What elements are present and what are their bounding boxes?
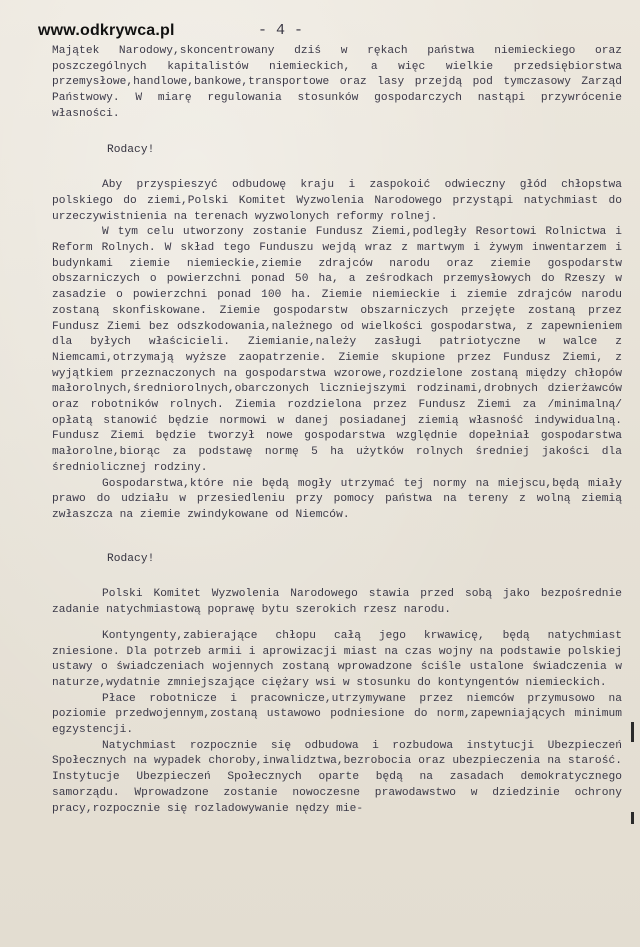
document-body (52, 44, 622, 817)
heading-rodacy-2: Rodacy! (107, 552, 155, 565)
paragraph-living-conditions: Polski Komitet Wyzwolenia Narodowego stawia przed sobą jako bezpośrednie zadanie natychmiastową poprawę bytu szerokich rzesz narodu. (52, 588, 622, 617)
paragraph-resettlement: Gospodarstwa,które nie będą mogły utrzymać tej normy na miejscu,będą miały prawo do udziału w przesiedleniu przy pomocy państwa na tereny z wolną ziemią zwłaszcza na ziemie zwindykowane od Niemców. (52, 477, 622, 521)
paragraph-land-fund: W tym celu utworzony zostanie Fundusz Ziemi,podległy Resortowi Rolnictwa i Reform Rolnych. W skład tego Funduszu wejdą wraz z martwym i żywym inwentarzem i budynkami ziemie niemieckie,ziemie zdrajców narodu oraz ziemie gospodarstw obszarniczych o powierzchni ponad 50 ha, a ześrodkach przemysłowych do Rzeszy w zasadzie o powierzchni ponad 100 ha. Ziemie niemieckie i ziemie zdrajców narodu zostaną skonfiskowane. Ziemie gospodarstw obszarniczych przejęte zostaną przez Fundusz Ziemi bez odszkodowania,należnego od wielkości gospodarstwa, z zapewnieniem dla byłych właścicieli. Ziemianie,należy zasługi patriotyczne w walce z Niemcami,otrzymają wyższe zaopatrzenie. Ziemie skupione przez Fundusz Ziemi, z wyjątkiem przeznaczonych na gospodarstwa wzorowe,rozdzielone zostaną między chłopów małorolnych,średniorolnych,obarczonych liczniejszymi rodzinami,drobnych dzierżawców oraz robotników rolnych. Ziemia rozdzielona przez Fundusz Ziemi za /minimalną/ opłatą stanowić będzie normowi w danej posiadanej ziemią własność indywidualną. Fundusz Ziemi będzie tworzył nowe gospodarstwa względnie dopełniał gospodarstwa małorolne,biorąc za podstawę normę 5 ha użytków rolnych średniej jakości dla średniolicznej rodziny. (52, 226, 622, 474)
edge-mark (631, 722, 634, 742)
paragraph-national-property: Majątek Narodowy,skoncentrowany dziś w rękach państwa niemieckiego oraz poszczególnych kapitalistów niemieckich, a więc wielkie przedsiębiorstwa przemysłowe,handlowe,bankowe,transportowe oraz lasy przejdą pod tymczasowy Zarząd Państwowy. W miarę regulowania stosunków gospodarczych nastąpi przywrócenie własności. (52, 45, 622, 120)
page-number: - 4 - (258, 22, 304, 39)
edge-mark (631, 812, 634, 824)
paragraph-land-reform-intro: Aby przyspieszyć odbudowę kraju i zaspokoić odwieczny głód chłopstwa polskiego do ziemi,Polski Komitet Wyzwolenia Narodowego przystąpi natychmiast do urzeczywistnienia na terenach wyzwolonych reformy rolnej. (52, 179, 622, 223)
paragraph-wages: Płace robotnicze i pracownicze,utrzymywane przez niemców przymusowo na poziomie przedwojennym,zostaną ustawowo podniesione do norm,zapewniających minimum egzystencji. (52, 692, 622, 737)
watermark: www.odkrywca.pl (38, 22, 175, 39)
paragraph-quotas: Kontyngenty,zabierające chłopu całą jego krwawicę, będą natychmiast zniesione. Dla potrzeb armii i aprowizacji miast na czas wojny na podstawie polskiej ustawy o świadczeniach wojennych zostaną wprowadzone ściśle ustalone świadczenia w naturze,wydatnie zmniejszające ciężary wsi w stosunku do kontyngentów niemieckich. (52, 629, 622, 689)
paragraph-social-insurance: Natychmiast rozpocznie się odbudowa i rozbudowa instytucji Ubezpieczeń Społecznych na wypadek choroby,inwalidztwa,bezrobocia oraz ubezpieczenia na starość. Instytucje Ubezpieczeń Społecznych oparte będą na zasadach demokratycznego samorządu. Wprowadzone zostanie nowoczesne prawodawstwo w dziedzinie ochrony pracy,rozpocznie się rozladowywanie nędzy mie- (52, 739, 622, 815)
heading-rodacy-1: Rodacy! (107, 143, 155, 156)
